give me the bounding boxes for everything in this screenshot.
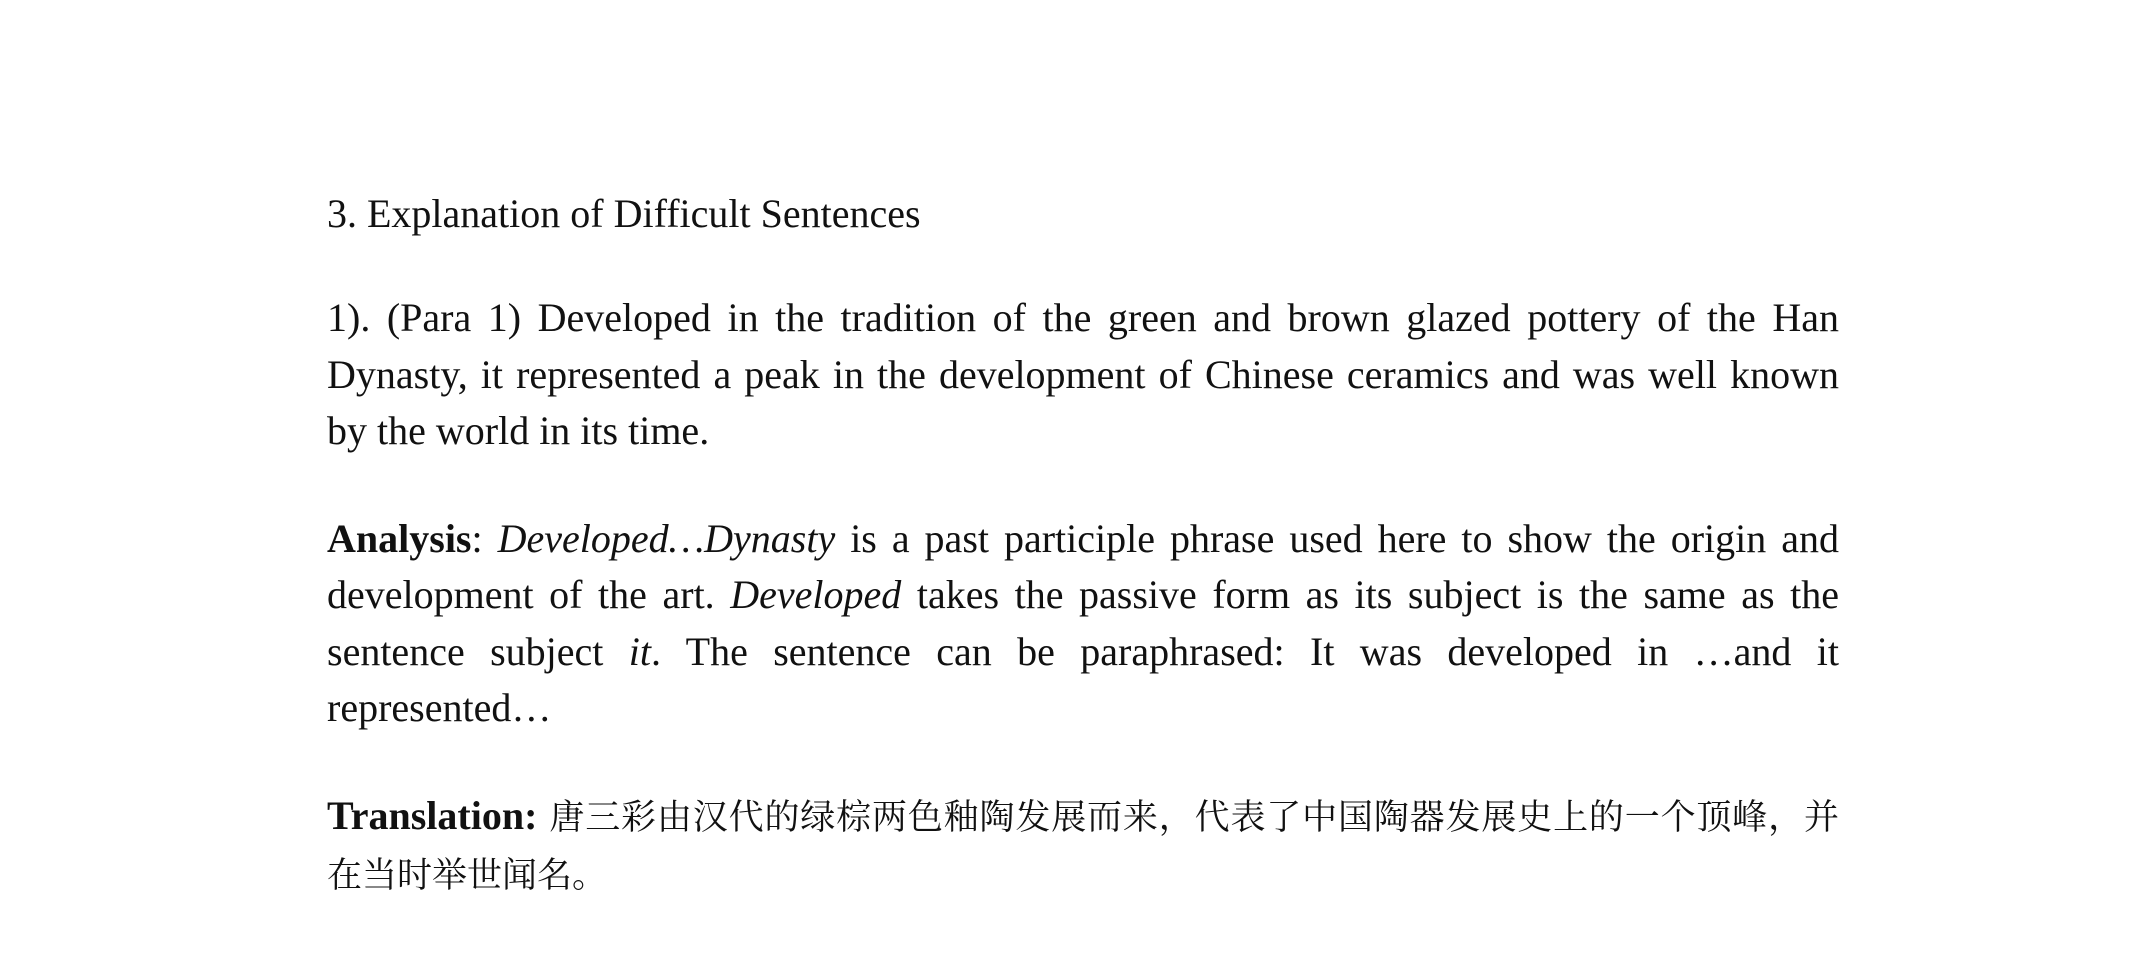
section-heading: 3. Explanation of Difficult Sentences [327, 191, 921, 236]
analysis-colon: : [471, 515, 498, 561]
analysis-italic-phrase: Developed…Dynasty [497, 515, 836, 561]
translation-text: 唐三彩由汉代的绿棕两色釉陶发展而来，代表了中国陶器发展史上的一个顶峰，并在当时举世闻名。 [327, 797, 1839, 896]
translation-label: Translation: [327, 792, 538, 838]
document-page [327, 188, 1839, 956]
analysis-paragraph [327, 511, 1839, 737]
difficult-sentence-1: 1). (Para 1) Developed in the tradition of the green and brown glazed pottery of the Han Dynasty, it represented a peak in the development of Chinese ceramics and was well known by the world in its time. [327, 295, 1839, 453]
analysis-text-1: is a past participle phrase used here to show the origin and development of the art. [327, 515, 1839, 617]
analysis-italic-word: Developed [730, 572, 902, 617]
analysis-text-3: . The sentence can be paraphrased: It was developed in …and it represented… [327, 628, 1839, 730]
translation-paragraph [327, 788, 1839, 905]
analysis-text-2: takes the passive form as its subject is the same as the sentence subject [327, 572, 1839, 674]
analysis-label: Analysis [327, 515, 472, 561]
analysis-italic-subject: it [628, 628, 651, 674]
